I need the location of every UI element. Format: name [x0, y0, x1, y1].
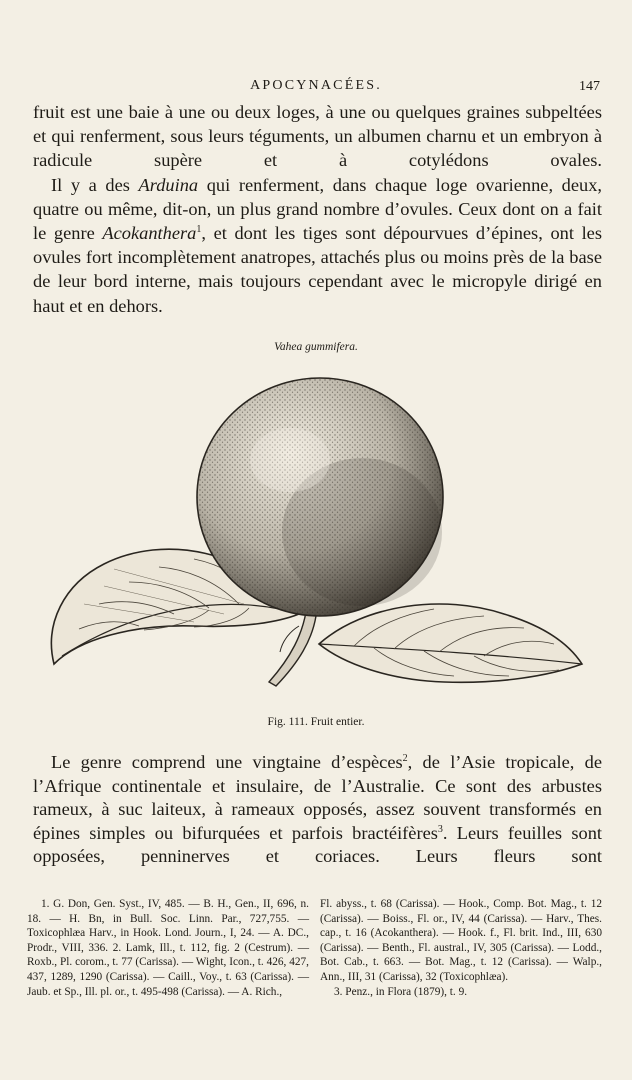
fruit-body — [197, 378, 443, 616]
footnote-ref-1: 1 — [196, 223, 202, 235]
text-run: , et dont les tiges sont dépourvues d’épines, ont les ovules fort incomplètement anatropes, attachés plus ou moins près de la base de leur bord interne, mais toujours cependant avec le micropyle dirigé en haut et en dehors. — [33, 223, 602, 316]
genus-arduina: Arduina — [138, 174, 199, 195]
text-run: , de l’Asie tropicale, de l’Afrique continentale et insulaire, de l’Australie. Ce sont des arbustes rameux, à suc laiteux, à rameaux opposés, assez souvent transformés en épines simples ou bifurquées et parfois bractéifères — [33, 752, 602, 843]
footnotes-right-column — [320, 897, 602, 999]
paragraph-genus — [33, 751, 602, 869]
text-run: . Leurs feuilles sont opposées, penninerves et coriaces. Leurs fleurs sont — [33, 822, 602, 867]
footnote-ref-2: 2 — [402, 752, 408, 764]
footnote-text: 1. G. Don, Gen. Syst., IV, 485. — B. H., Gen., II, 696, n. 18. — H. Bn, in Bull. Soc. Linn. Par., 727,755. — Toxicophlæa Harv., in Hook. Lond. Journ., I, 24. — A. DC., Prodr., VIII, 336. 2. Lamk, Ill., t. 112, fig. 2 (Cestrum). — Roxb., Pl. corom., t. 77 (Carissa). — Wight, Icon., t. 426, 427, 437, 1289, 1290 (Carissa). — Caill., Voy., t. 63 (Carissa). — Jaub. et Sp., Ill. pl. or., t. 495-498 (Carissa). — A. Rich., — [27, 898, 309, 998]
paragraph-fruit: fruit est une baie à une ou deux loges, à une ou quelques graines subpeltées et qui renferment, sous leurs téguments, un albumen charnu et un embryon à radicule supère et à cotylédons ovales. — [33, 102, 602, 171]
footnote-text: Fl. abyss., t. 68 (Carissa). — Hook., Comp. Bot. Mag., t. 12 (Carissa). — Boiss., Fl. or., IV, 44 (Carissa). — Harv., Thes. cap., t. 16 (Acokanthera). — Hook. f., Fl. brit. Ind., III, 630 (Carissa). — Benth., Fl. austral., IV, 305 (Carissa). — Lodd., Bot. Cab., t. 663. — Bot. Mag., t. 12 (Carissa). — Walp., Ann., III, 31 (Carissa), 32 (Toxicophlæa). — [320, 898, 602, 983]
fruit-illustration — [44, 364, 592, 709]
genus-acokanthera: Acokanthera — [102, 223, 197, 244]
running-head-title: APOCYNACÉES. — [250, 78, 382, 93]
text-run: qui renferment, dans chaque loge ovarienne, deux, quatre ou même, dit-on, un plus grand nombre d’ovules. Ceux dont on a fait le genre — [33, 174, 602, 244]
page-number: 147 — [579, 79, 600, 94]
footnote-3: 3. Penz., in Flora (1879), t. 9. — [334, 985, 468, 998]
footnotes-left-column — [27, 897, 309, 999]
figure-caption: Fig. 111. Fruit entier. — [267, 716, 365, 728]
paragraph-arduina — [33, 173, 602, 318]
text-run: Il y a des — [51, 174, 139, 195]
top-text-block — [33, 100, 602, 318]
running-head — [30, 78, 602, 98]
right-leaf — [319, 604, 582, 682]
footnote-ref-3: 3 — [437, 823, 443, 835]
bottom-text-block — [33, 751, 602, 869]
figure-label: Vahea gummifera. — [274, 341, 358, 353]
fruit-stem — [269, 612, 316, 686]
text-run: Le genre comprend une vingtaine d’espèces — [51, 752, 403, 772]
